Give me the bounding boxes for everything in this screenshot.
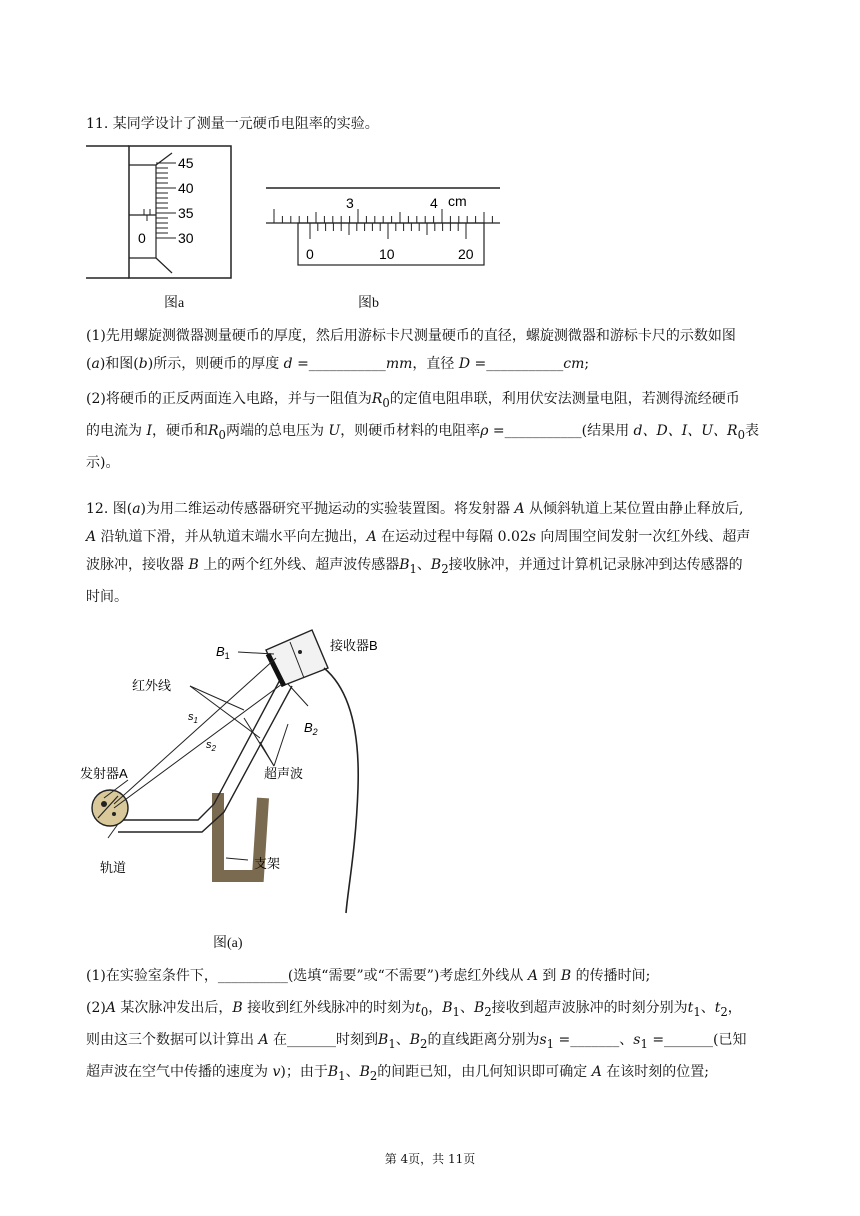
fig-b-main-3: 3 xyxy=(346,195,354,211)
fig-a-tick-30: 30 xyxy=(178,230,194,246)
label-b1: $B_1$ xyxy=(216,644,230,661)
fig-b-vernier-0: 0 xyxy=(306,246,314,262)
label-s1: $s_1$ xyxy=(188,711,198,725)
label-stand: 支架 xyxy=(254,856,281,871)
figure-apparatus xyxy=(78,628,408,928)
label-ultrasonic: 超声波 xyxy=(264,766,304,781)
q11-stem: 11. 某同学设计了测量一元硬币电阻率的实验。 xyxy=(86,116,379,132)
fig-a-tick-35: 35 xyxy=(178,205,194,221)
fig-b-main-4: 4 xyxy=(430,195,438,211)
figure-apparatus-caption: 图(a) xyxy=(213,936,243,951)
figure-b-caption: 图b xyxy=(358,296,379,311)
label-infrared: 红外线 xyxy=(132,678,172,693)
fig-b-vernier-20: 20 xyxy=(458,246,474,262)
fig-b-unit: cm xyxy=(448,193,467,209)
q12-stem: 12. 图(a)为用二维运动传感器研究平抛运动的实验装置图。将发射器 A 从倾斜轨道上某位置由静止释放后, A 沿轨道下滑，并从轨道末端水平向左抛出，A 在运动过程中每隔 0.02s 向周围空间发射一次红外线、超声 波脉冲，接收器 B 上的两个红外线、超声波传感器$B_1$、$B_2$接收脉冲，并通过计算机记录脉冲到达传感器的 时间。 xyxy=(86,501,751,605)
figure-b-vernier-caliper xyxy=(262,183,506,273)
q12-part2: (2)A 某次脉冲发出后，B 接收到红外线脉冲的时刻为$t_0$，$B_1$、$B_2$接收到超声波脉冲的时刻分别为$t_1$、$t_2$， 则由这三个数据可以计算出 A 在_______时刻到$B_1$、$B_2$的直线距离分别为$s_1$ =_______、$s_1$ =_______(已知 超声波在空气中传播的速度为 v)；由于$B_1$、$B_2$的间距已知，由几何知识即可确定 A 在该时刻的位置; xyxy=(86,1000,747,1083)
fig-b-vernier-10: 10 xyxy=(379,246,395,262)
label-emitter: 发射器A xyxy=(80,766,128,781)
figure-a-caption: 图a xyxy=(164,296,185,311)
q11-part1: (1)先用螺旋测微器测量硬币的厚度，然后用游标卡尺测量硬币的直径，螺旋测微器和游标卡尺的示数如图 (a)和图(b)所示，则硬币的厚度 d =___________mm，直径 D =___________cm; xyxy=(86,328,736,372)
q11-part2: (2)将硬币的正反两面连入电路，并与一阻值为$R_0$的定值电阻串联，利用伏安法测量电阻，若测得流经硬币 的电流为 I，硬币和$R_0$两端的总电压为 U，则硬币材料的电阻率ρ =___________(结果用 d、D、I、U、$R_0$表 示)。 xyxy=(86,391,760,471)
figure-a-micrometer xyxy=(84,143,244,283)
fig-a-zero: 0 xyxy=(138,230,146,246)
label-receiver: 接收器B xyxy=(330,638,378,653)
fig-a-tick-45: 45 xyxy=(178,155,194,171)
emitter-a xyxy=(92,790,128,826)
fig-a-tick-40: 40 xyxy=(178,180,194,196)
label-b2: $B_2$ xyxy=(304,720,318,737)
page-footer: 第 4页，共 11页 xyxy=(384,1152,476,1166)
label-track: 轨道 xyxy=(100,860,127,875)
label-s2: $s_2$ xyxy=(206,739,216,753)
q12-part1: (1)在实验室条件下，__________(选填“需要”或“不需要”)考虑红外线从 A 到 B 的传播时间; xyxy=(86,968,651,984)
